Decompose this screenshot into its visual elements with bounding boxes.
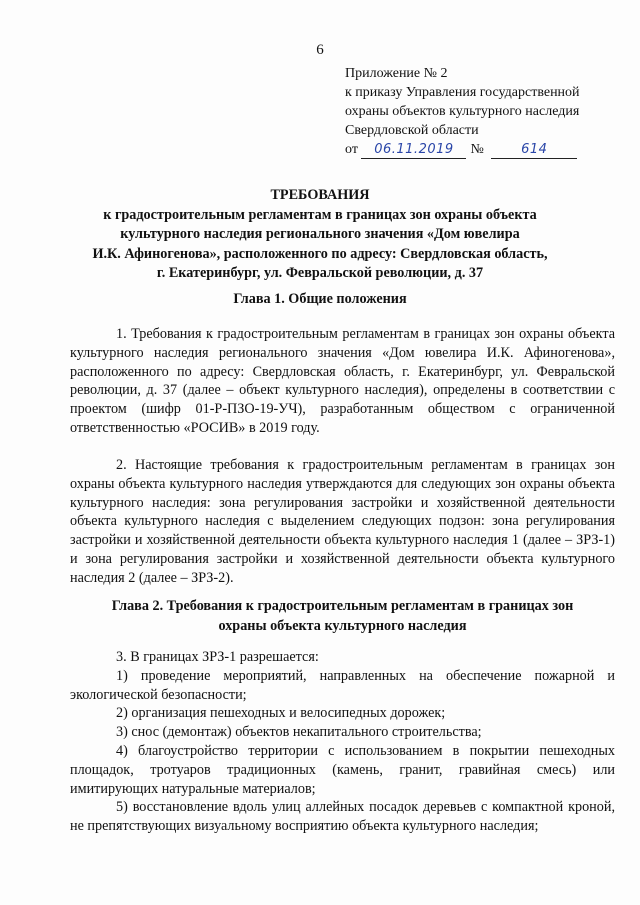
- chapter-1-heading: Глава 1. Общие положения: [233, 291, 407, 307]
- page-number: 6: [316, 42, 324, 58]
- number-prefix: №: [470, 142, 484, 157]
- title-line-4: И.К. Афиногенова», расположенного по адресу: Свердловская область,: [92, 245, 548, 262]
- title-line-1: ТРЕБОВАНИЯ: [270, 187, 370, 203]
- order-date: 06.11.2019: [361, 142, 466, 159]
- chapter-2-heading-line-1: Глава 2. Требования к градостроительным регламентам в границах зон: [111, 598, 574, 614]
- annex-block: [345, 64, 630, 159]
- annex-line-4: Свердловской области: [345, 123, 479, 138]
- list-item: 5) восстановление вдоль улиц аллейных посадок деревьев с компактной кроной, не препятствующих визуальному восприятию объекта культурного наследия;: [70, 799, 615, 835]
- chapter-1-section: [70, 325, 615, 438]
- title-line-2: к градостроительным регламентам в границах зон охраны объекта: [103, 206, 537, 223]
- list-item: 1) проведение мероприятий, направленных на обеспечение пожарной и экологической безопасности;: [70, 667, 615, 703]
- document-title: [70, 186, 570, 284]
- chapter-2-heading-line-2: охраны объекта культурного наследия: [218, 617, 467, 634]
- annex-line-3: охраны объектов культурного наследия: [345, 104, 580, 119]
- paragraph-3-intro: 3. В границах ЗРЗ-1 разрешается:: [116, 649, 319, 665]
- date-prefix: от: [345, 142, 358, 157]
- chapter-2-list: [70, 648, 615, 836]
- annex-line-1: Приложение № 2: [345, 66, 448, 81]
- list-item: 4) благоустройство территории с использованием в покрытии пешеходных площадок, тротуаров традиционных (камень, гранит, гравийная смесь) или имитирующих натуральные материалов;: [70, 742, 615, 797]
- list-item: 3) снос (демонтаж) объектов некапитального строительства;: [116, 724, 482, 741]
- order-number: 614: [491, 142, 577, 159]
- annex-date-line: [345, 140, 630, 159]
- chapter-1-section-2: [70, 456, 615, 588]
- list-item: 2) организация пешеходных и велосипедных дорожек;: [116, 705, 446, 722]
- paragraph-1: 1. Требования к градостроительным регламентам в границах зон охраны объекта культурного наследия регионального значения «Дом ювелира И.К. Афиногенова», расположенного по адресу: Свердловская область, г. Екатеринбург, ул. Февральской революции, д. 37 (далее – объект культурного наследия), определены в соответствии с проектом (шифр 01-Р-ПЗО-19-УЧ), разработанным обществом с ограниченной ответственностью «РОСИВ» в 2019 году.: [70, 326, 615, 436]
- annex-line-2: к приказу Управления государственной: [345, 85, 580, 100]
- title-line-3: культурного наследия регионального значения «Дом ювелира: [120, 226, 520, 242]
- chapter-2-heading: [70, 597, 615, 636]
- paragraph-2: 2. Настоящие требования к градостроительным регламентам в границах зон охраны объекта культурного наследия утверждаются для следующих зон охраны объекта культурного наследия: зона регулирования застройки и хозяйственной деятельности объекта культурного наследия с выделением следующих подзон: зона регулирования застройки и хозяйственной деятельности объекта культурного наследия 1 (далее – ЗРЗ-1) и зона регулирования застройки и хозяйственной деятельности объекта культурного наследия 2 (далее – ЗРЗ-2).: [70, 457, 615, 586]
- title-line-5: г. Екатеринбург, ул. Февральской революции, д. 37: [156, 265, 484, 281]
